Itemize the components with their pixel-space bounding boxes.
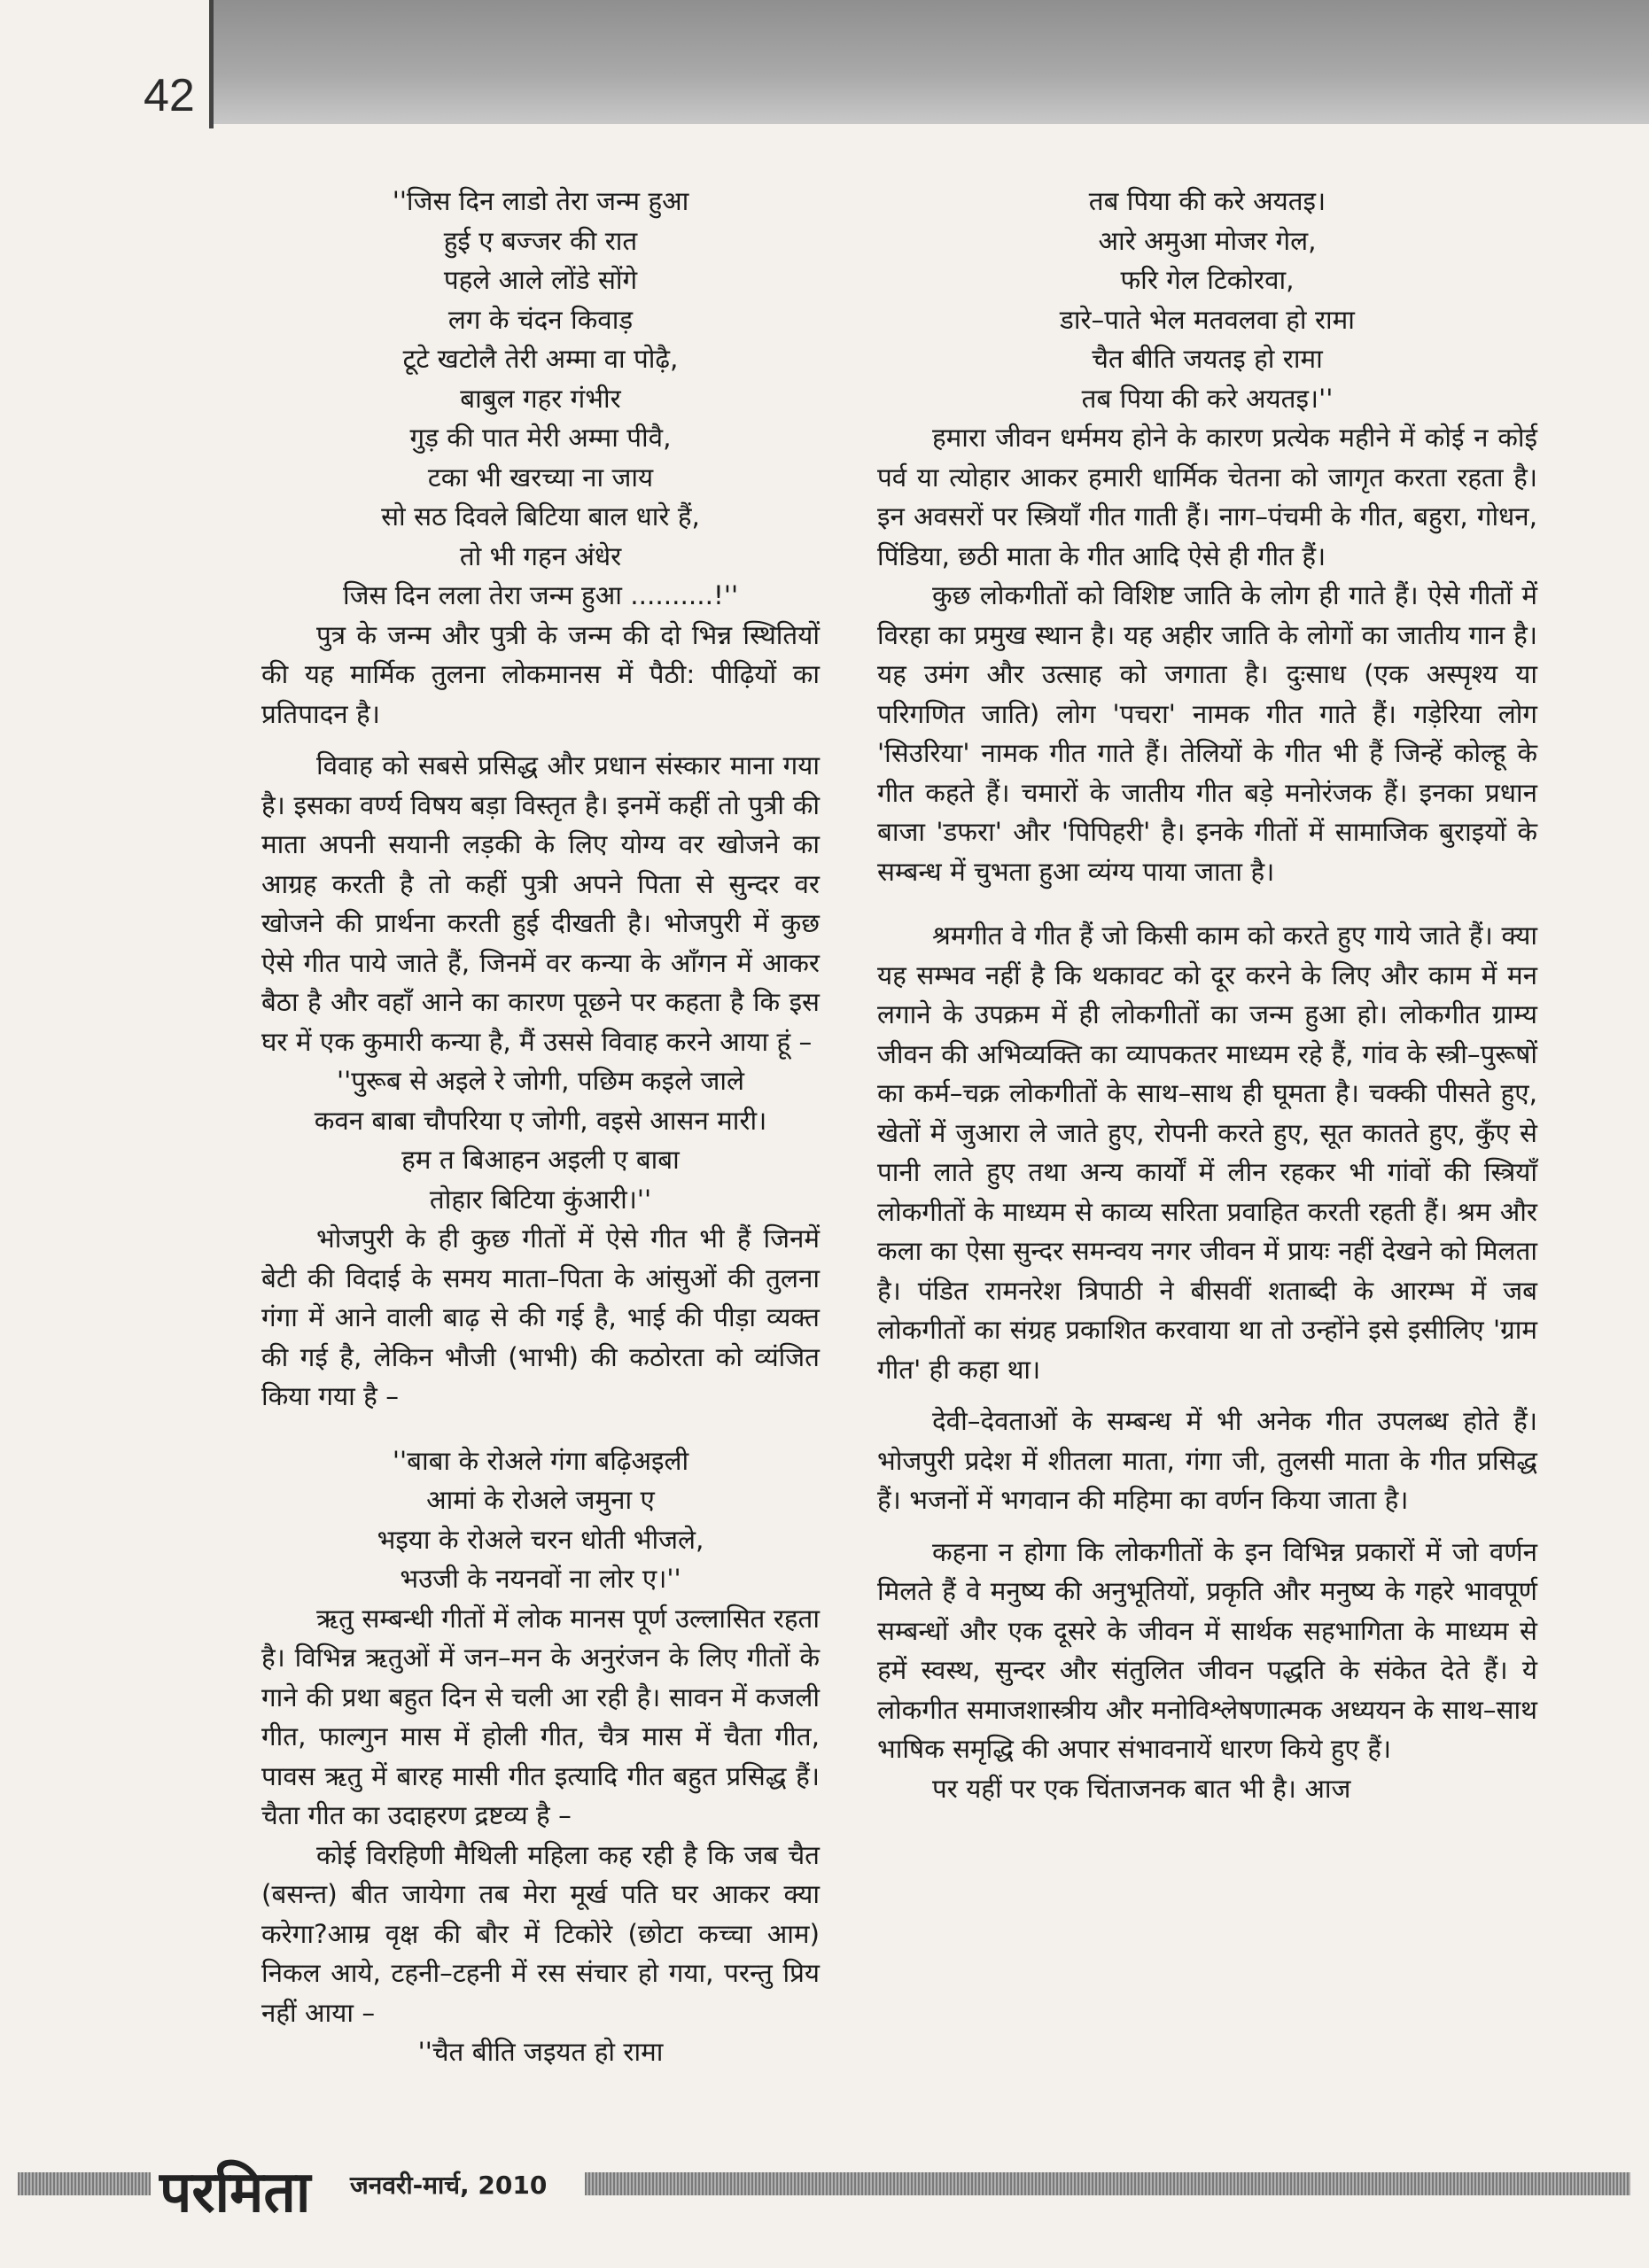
verse-chaita-song: [877, 182, 1537, 418]
verse-line: पहले आले लोंडे सोंगे: [443, 265, 638, 295]
verse-birth-song: [261, 182, 820, 616]
verse-line: ''जिस दिन लाडो तेरा जन्म हुआ: [392, 186, 689, 216]
page-number: 42: [144, 70, 195, 121]
verse-line: बाबुल गहर गंभीर: [460, 383, 621, 414]
paragraph: कुछ लोकगीतों को विशिष्ट जाति के लोग ही गाते हैं। ऐसे गीतों में विरहा का प्रमुख स्थान है। यह अहीर जाति के लोगों का जातीय गान है। यह उमंग और उत्साह को जगाता है। दुःसाध (एक अस्पृश्य या परिगणित जाति) लोग 'पचरा' नामक गीत गाते हैं। गड़ेरिया लोग 'सिउरिया' नामक गीत गाते हैं। तेलियों के गीत भी हैं जिन्हें कोल्हू के गीत कहते हैं। चमारों के जातीय गीत बड़े मनोरंजक हैं। इनका प्रधान बाजा 'डफरा' और 'पिपिहरी' है। इनके गीतों में सामाजिक बुराइयों के सम्बन्ध में चुभता हुआ व्यंग्य पाया जाता है।: [877, 580, 1537, 887]
verse-line: आरे अमुआ मोजर गेल,: [1098, 225, 1317, 256]
verse-line: सो सठ दिवले बिटिया बाल धारे हैं,: [381, 501, 700, 532]
right-column: [877, 182, 1537, 1808]
paragraph: हमारा जीवन धर्ममय होने के कारण प्रत्येक महीने में कोई न कोई पर्व या त्योहार आकर हमारी धार्मिक चेतना को जागृत करता रहता है। इन अवसरों पर स्त्रियाँ गीत गाती हैं। नाग–पंचमी के गीत, बहुरा, गोधन, पिंडिया, छठी माता के गीत आदि ऐसे ही गीत हैं।: [877, 423, 1537, 571]
verse-line: ''बाबा के रोअले गंगा बढ़िअइली: [392, 1445, 689, 1476]
verse-line: जिस दिन लला तेरा जन्म हुआ ..........!'': [342, 580, 739, 610]
verse-line: तब पिया की करे अयतइ।: [1088, 186, 1326, 216]
verse-line: हुई ए बज्जर की रात: [443, 225, 638, 256]
footer-rule: [18, 2172, 151, 2195]
footer-rule: [585, 2172, 1630, 2195]
verse-line: डारे–पाते भेल मतवलवा हो रामा: [1060, 304, 1355, 335]
verse-line: फरि गेल टिकोरवा,: [1120, 265, 1295, 295]
magazine-logo: परमिता: [159, 2160, 311, 2225]
paragraph: ऋतु सम्बन्धी गीतों में लोक मानस पूर्ण उल्लासित रहता है। विभिन्न ऋतुओं में जन–मन के अनुरंजन के लिए गीतों के गाने की प्रथा बहुत दिन से चली आ रही है। सावन में कजली गीत, फाल्गुन मास में होली गीत, चैत्र मास में चैता गीत, पावस ऋतु में बारह मासी गीत इत्यादि गीत बहुत प्रसिद्ध हैं। चैता गीत का उदाहरण द्रष्टव्य है –: [261, 1603, 820, 1830]
header-band: [0, 0, 1649, 124]
verse-line: चैत बीति जयतइ हो रामा: [1092, 344, 1323, 374]
paragraph: पुत्र के जन्म और पुत्री के जन्म की दो भिन्न स्थितियों की यह मार्मिक तुलना लोकमानस में पैठी: पीढ़ियों का प्रतिपादन है।: [261, 619, 820, 729]
verse-line: लग के चंदन किवाड़: [447, 304, 634, 335]
verse-line: ''चैत बीति जइयत हो रामा: [417, 2037, 664, 2067]
paragraph: देवी–देवताओं के सम्बन्ध में भी अनेक गीत उपलब्ध होते हैं। भोजपुरी प्रदेश में शीतला माता, गंगा जी, तुलसी माता के गीत प्रसिद्ध हैं। भजनों में भगवान की महिमा का वर्णन किया जाता है।: [877, 1406, 1537, 1515]
verse-jogi-song: [261, 1061, 820, 1219]
paragraph: विवाह को सबसे प्रसिद्ध और प्रधान संस्कार माना गया है। इसका वर्ण्य विषय बड़ा विस्तृत है। इनमें कहीं तो पुत्री की माता अपनी सयानी लड़की के लिए योग्य वर खोजने का आग्रह करती है तो कहीं पुत्री अपने पिता से सुन्दर वर खोजने की प्रार्थना करती हुई दीखती है। भोजपुरी में कुछ ऐसे गीत पाये जाते हैं, जिनमें वर कन्या के आँगन में आकर बैठा है और वहाँ आने का कारण पूछने पर कहता है कि इस घर में एक कुमारी कन्या है, मैं उससे विवाह करने आया हूं –: [261, 750, 820, 1057]
verse-line: टका भी खरच्या ना जाय: [427, 462, 654, 493]
verse-line: भइया के रोअले चरन धोती भीजले,: [377, 1524, 704, 1555]
paragraph: कहना न होगा कि लोकगीतों के इन विभिन्न प्रकारों में जो वर्णन मिलते हैं वे मनुष्य की अनुभूतियों, प्रकृति और मनुष्य के गहरे भावपूर्ण सम्बन्धों और एक दूसरे के जीवन में सार्थक सहभागिता के माध्यम से हमें स्वस्थ, सुन्दर और संतुलित जीवन पद्धति के संकेत देते हैं। ये लोकगीत समाजशास्त्रीय और मनोविश्लेषणात्मक अध्ययन के साथ–साथ भाषिक समृद्धि की अपार संभावनायें धारण किये हुए हैं।: [877, 1536, 1537, 1764]
paragraph: कोई विरहिणी मैथिली महिला कह रही है कि जब चैत (बसन्त) बीत जायेगा तब मेरा मूर्ख पति घर आकर क्या करेगा?आम्र वृक्ष की बौर में टिकोरे (छोटा कच्चा आम) निकल आये, टहनी–टहनी में रस संचार हो गया, परन्तु प्रिय नहीं आया –: [261, 1839, 820, 2028]
paragraph: पर यहीं पर एक चिंताजनक बात भी है। आज: [932, 1773, 1351, 1804]
verse-line: आमां के रोअले जमुना ए: [426, 1485, 655, 1515]
header-divider: [209, 0, 214, 128]
verse-line: तोहार बिटिया कुंआरी।'': [429, 1184, 652, 1215]
paragraph: श्रमगीत वे गीत हैं जो किसी काम को करते हुए गाये जाते हैं। क्या यह सम्भव नहीं है कि थकावट को दूर करने के लिए और काम में मन लगाने के उपक्रम में ही लोकगीतों का जन्म हुआ हो। लोकगीत ग्राम्य जीवन की अभिव्यक्ति का व्यापकतर माध्यम रहे हैं, गांव के स्त्री–पुरूषों का कर्म–चक्र लोकगीतों के साथ–साथ ही घूमता है। चक्की पीसते हुए, खेतों में जुआरा ले जाते हुए, रोपनी करते हुए, सूत कातते हुए, कुँए से पानी लाते हुए तथा अन्य कार्यों में लीन रहकर भी गांवों की स्त्रियाँ लोकगीतों के माध्यम से काव्य सरिता प्रवाहित करती रहती हैं। श्रम और कला का ऐसा सुन्दर समन्वय नगर जीवन में प्रायः नहीं देखने को मिलता है। पंडित रामनरेश त्रिपाठी ने बीसवीं शताब्दी के आरम्भ में जब लोकगीतों का संग्रह प्रकाशित करवाया था तो उन्होंने इसे इसीलिए 'ग्राम गीत' ही कहा था।: [877, 920, 1537, 1385]
verse-line: तब पिया की करे अयतइ।'': [1081, 383, 1334, 414]
verse-line: कवन बाबा चौपरिया ए जोगी, वइसे आसन मारी।: [314, 1105, 767, 1136]
verse-line: टूटे खटोलै तेरी अम्मा वा पोढ़ै,: [402, 344, 679, 374]
page-number-area: [0, 0, 213, 128]
verse-line: ''पुरूब से अइले रे जोगी, पछिम कइले जाले: [337, 1066, 744, 1096]
paragraph: भोजपुरी के ही कुछ गीतों में ऐसे गीत भी हैं जिनमें बेटी की विदाई के समय माता–पिता के आंसुओं की तुलना गंगा में आने वाली बाढ़ से की गई है, भाई की पीड़ा व्यक्त की गई है, लेकिन भौजी (भाभी) की कठोरता को व्यंजित किया गया है –: [261, 1223, 820, 1411]
issue-date: जनवरी-मार्च, 2010: [350, 2171, 548, 2200]
verse-line: हम त बिआहन अइली ए बाबा: [401, 1145, 680, 1175]
verse-line: भउजी के नयनवों ना लोर ए।'': [400, 1564, 681, 1594]
verse-line: तो भी गहन अंधेर: [459, 540, 622, 571]
left-column: [261, 182, 820, 2072]
verse-line: गुड़ की पात मेरी अम्मा पीवै,: [409, 423, 672, 453]
verse-vidai-song: [261, 1441, 820, 1599]
